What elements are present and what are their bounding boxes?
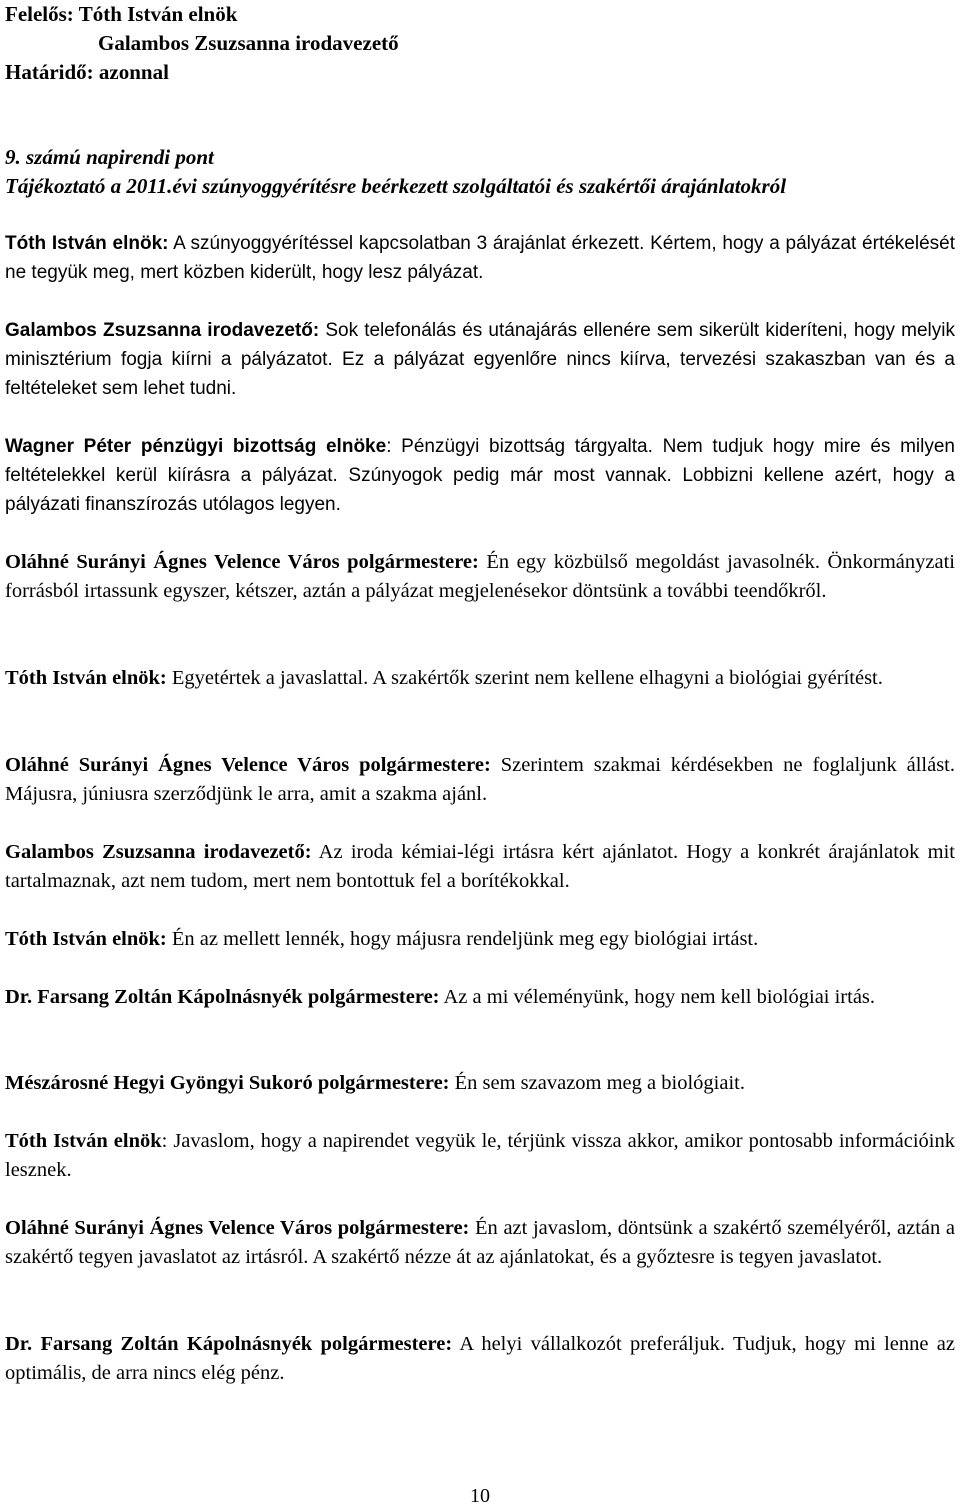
statement: Sok telefonálás és utánajárás ellenére sem sikerült kideríteni, hogy melyik minisztérium fogja kiírni a pályázatot. Ez a pályázat egyenlőre nincs kiírva, tervezési szakaszban van és a feltételeket sem lehet tudni.	[5, 320, 955, 399]
responsible-line-1	[5, 0, 399, 29]
paragraph-3	[5, 432, 955, 519]
statement: Én egy közbülső megoldást javasolnék. Önkormányzati forrásból irtassunk egyszer, kétszer, aztán a pályázat megjelenésekor döntsünk a további teendőkről.	[5, 551, 955, 602]
statement: : Javaslom, hogy a napirendet vegyük le, térjünk vissza akkor, amikor pontosabb információink lesznek.	[5, 1130, 955, 1181]
speaker: Oláhné Surányi Ágnes Velence Város polgármestere:	[5, 754, 491, 776]
speaker: Tóth István elnök:	[5, 233, 169, 254]
responsible-person-1: Tóth István elnök	[78, 2, 238, 26]
paragraph-7	[5, 838, 955, 896]
statement: Szerintem szakmai kérdésekben ne foglaljunk állást. Májusra, júniusra szerződjünk le arra, amit a szakma ajánl.	[5, 754, 956, 805]
speaker: Mészárosné Hegyi Gyöngyi Sukoró polgármestere:	[5, 1072, 450, 1094]
agenda-item-title: Tájékoztató a 2011.évi szúnyoggyérítésre beérkezett szolgáltatói és szakértői árajánlatokról	[5, 174, 787, 198]
speaker: Dr. Farsang Zoltán Kápolnásnyék polgármestere:	[5, 986, 440, 1008]
statement: Az a mi véleményünk, hogy nem kell biológiai irtás.	[439, 986, 876, 1008]
paragraph-8	[5, 925, 955, 954]
statement: A helyi vállalkozót preferáljuk. Tudjuk, hogy mi lenne az optimális, de arra nincs elég pénz.	[5, 1333, 955, 1384]
paragraph-5	[5, 664, 955, 693]
statement: : Pénzügyi bizottság tárgyalta. Nem tudjuk hogy mire és milyen feltételekkel kerül kiírásra a pályázat. Szúnyogok pedig már most vannak. Lobbizni kellene azért, hogy a pályázati finanszírozás utólagos legyen.	[5, 436, 955, 515]
statement: Én azt javaslom, döntsünk a szakértő személyéről, aztán a szakértő tegyen javaslatot az irtásról. A szakértő nézze át az ajánlatokat, és a győztesre is tegyen javaslatot.	[5, 1217, 956, 1268]
statement: A szúnyoggyérítéssel kapcsolatban 3 árajánlat érkezett. Kértem, hogy a pályázat értékelését ne tegyük meg, mert közben kiderült, hogy lesz pályázat.	[5, 233, 955, 283]
agenda-item-number: 9. számú napirendi pont	[5, 145, 214, 169]
responsible-person-2: Galambos Zsuzsanna irodavezető	[98, 31, 399, 55]
statement: Én az mellett lennék, hogy májusra rendeljünk meg egy biológiai irtást.	[166, 928, 759, 950]
paragraph-12	[5, 1214, 955, 1272]
paragraph-11	[5, 1127, 955, 1185]
speaker: Wagner Péter pénzügyi bizottság elnöke	[5, 436, 387, 457]
speaker: Tóth István elnök:	[5, 667, 167, 689]
deadline: Határidő: azonnal	[5, 60, 169, 84]
paragraph-9	[5, 983, 955, 1012]
responsible-label: Felelős:	[5, 2, 74, 26]
paragraph-2	[5, 316, 955, 403]
statement: Az iroda kémiai-légi irtásra kért ajánlatot. Hogy a konkrét árajánlatok mit tartalmaznak, azt nem tudom, mert nem bontottuk fel a borítékokkal.	[5, 841, 955, 892]
statement: Egyetértek a javaslattal. A szakértők szerint nem kellene elhagyni a biológiai gyérítést.	[166, 667, 883, 689]
paragraph-13	[5, 1330, 955, 1388]
speaker: Tóth István elnök:	[5, 928, 167, 950]
paragraph-1	[5, 229, 955, 287]
statement: Én sem szavazom meg a biológiait.	[449, 1072, 745, 1094]
speaker: Tóth István elnök	[5, 1130, 162, 1152]
speaker: Dr. Farsang Zoltán Kápolnásnyék polgármestere:	[5, 1333, 453, 1355]
speaker: Galambos Zsuzsanna irodavezető:	[5, 320, 320, 341]
speaker: Oláhné Surányi Ágnes Velence Város polgármestere:	[5, 1217, 470, 1239]
paragraph-4	[5, 548, 955, 606]
agenda-heading	[5, 143, 786, 201]
page-number: 10	[470, 1485, 490, 1507]
paragraph-6	[5, 751, 955, 809]
speaker: Galambos Zsuzsanna irodavezető:	[5, 841, 312, 863]
speaker: Oláhné Surányi Ágnes Velence Város polgármestere:	[5, 551, 479, 573]
paragraph-10	[5, 1069, 955, 1098]
responsible-block	[5, 0, 399, 87]
